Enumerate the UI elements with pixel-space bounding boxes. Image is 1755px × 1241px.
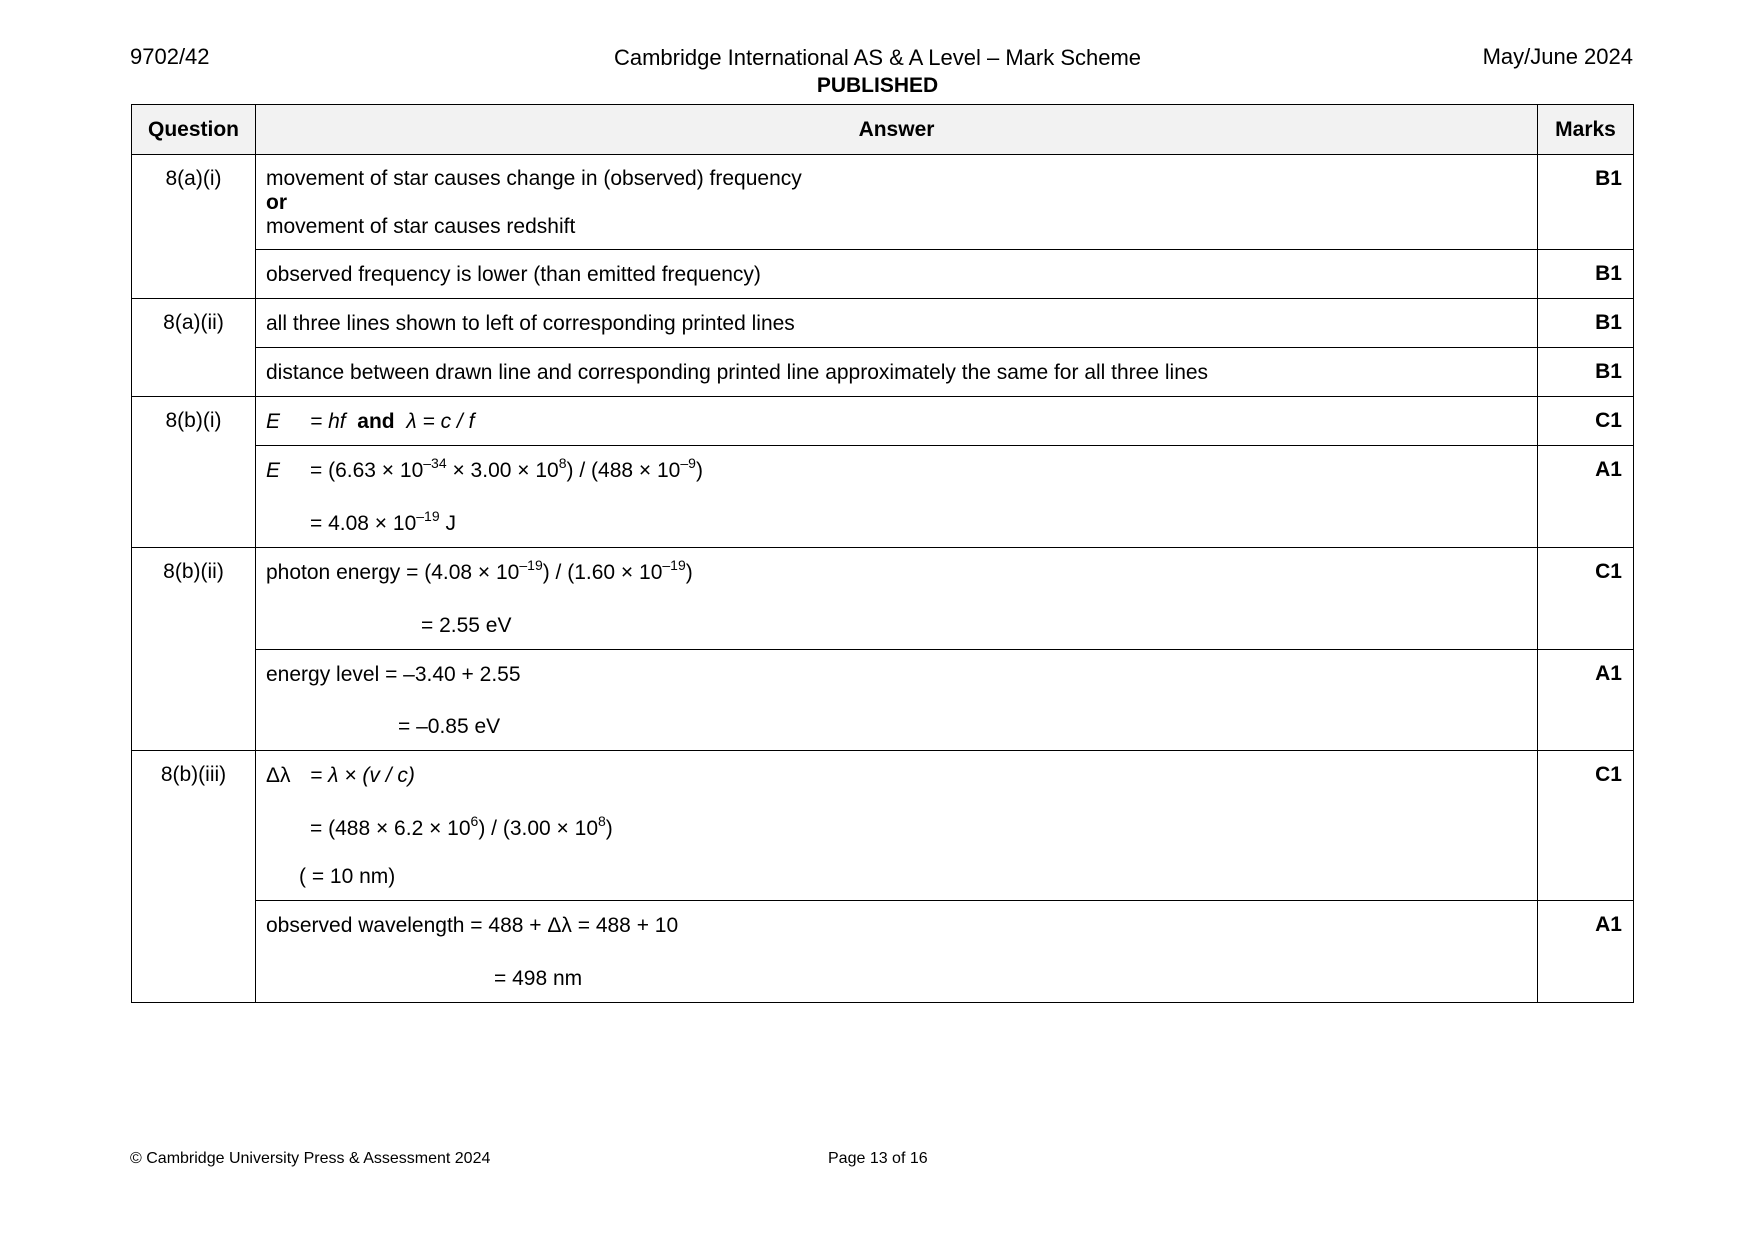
formula-text: = λ × (v / c)	[310, 764, 415, 787]
paper-code: 9702/42	[130, 44, 210, 69]
question-number: 8(b)(i)	[132, 397, 256, 548]
table-header-row	[132, 105, 1634, 155]
formula-text: = 4.08 × 10	[310, 512, 417, 535]
mark-cell: B1	[1538, 348, 1634, 397]
exponent: –9	[680, 455, 696, 471]
answer-cell	[256, 299, 1538, 348]
answer-cell	[256, 348, 1538, 397]
formula-line	[266, 455, 1527, 484]
formula-text: = (488 × 6.2 × 10	[310, 817, 471, 840]
answer-cell	[256, 250, 1538, 299]
answer-cell	[256, 751, 1538, 901]
formula-line: = 2.55 eV	[421, 614, 512, 637]
formula-and: and	[357, 410, 395, 433]
published-label: PUBLISHED	[816, 74, 939, 97]
answer-cell	[256, 901, 1538, 1003]
answer-text: movement of star causes redshift	[266, 215, 576, 238]
variable-e: E	[266, 459, 281, 482]
table-row	[132, 901, 1634, 1003]
formula-line	[266, 813, 1527, 842]
formula-text: ) / (1.60 × 10	[542, 561, 663, 584]
question-number: 8(a)(ii)	[132, 299, 256, 397]
formula-text: = (6.63 × 10	[310, 459, 424, 482]
exponent: 8	[598, 813, 606, 829]
formula-text: )	[605, 817, 613, 840]
exponent: –19	[519, 557, 543, 573]
exponent: –34	[423, 455, 447, 471]
table-row	[132, 751, 1634, 901]
table-row	[132, 397, 1634, 446]
table-row	[132, 299, 1634, 348]
table-row	[132, 250, 1634, 299]
answer-cell	[256, 650, 1538, 751]
exponent: –19	[662, 557, 686, 573]
formula-line: observed wavelength = 488 + Δλ = 488 + 10	[266, 914, 679, 937]
formula-text: ) / (3.00 × 10	[478, 817, 598, 840]
question-number: 8(b)(iii)	[132, 751, 256, 1003]
delta-lambda: Δλ	[266, 764, 291, 787]
formula-text: )	[685, 561, 693, 584]
answer-cell	[256, 548, 1538, 650]
answer-or: or	[266, 191, 287, 214]
mark-cell: B1	[1538, 155, 1634, 250]
mark-cell: A1	[1538, 650, 1634, 751]
formula-text: = hf	[310, 410, 346, 433]
mark-cell: C1	[1538, 397, 1634, 446]
exponent: 8	[558, 455, 567, 471]
question-number: 8(b)(ii)	[132, 548, 256, 751]
table-row	[132, 446, 1634, 548]
formula-line	[266, 763, 1527, 789]
formula-text: J	[439, 512, 456, 535]
column-header-question: Question	[132, 105, 256, 155]
exponent: 6	[470, 813, 479, 829]
exponent: –19	[416, 508, 440, 524]
mark-cell: C1	[1538, 548, 1634, 650]
table-row	[132, 348, 1634, 397]
exam-session: May/June 2024	[1482, 44, 1633, 69]
formula-line	[266, 508, 1527, 537]
answer-cell	[256, 397, 1538, 446]
page-number: Page 13 of 16	[828, 1150, 928, 1167]
mark-cell: A1	[1538, 446, 1634, 548]
answer-text: distance between drawn line and corresponding printed line approximately the same for all three lines	[266, 361, 1209, 384]
table-row	[132, 548, 1634, 650]
mark-cell: A1	[1538, 901, 1634, 1003]
mark-cell: C1	[1538, 751, 1634, 901]
column-header-marks: Marks	[1538, 105, 1634, 155]
answer-text: movement of star causes change in (observed) frequency	[266, 167, 802, 190]
column-header-answer: Answer	[256, 105, 1538, 155]
formula-line: = 498 nm	[494, 967, 583, 990]
formula-line	[266, 409, 1527, 435]
answer-text: observed frequency is lower (than emitted frequency)	[266, 263, 761, 286]
formula-line: ( = 10 nm)	[299, 865, 396, 888]
variable-e: E	[266, 410, 281, 433]
copyright-notice: © Cambridge University Press & Assessment 2024	[130, 1150, 491, 1167]
question-number: 8(a)(i)	[132, 155, 256, 299]
formula-text: photon energy = (4.08 × 10	[266, 561, 520, 584]
formula-text: × 3.00 × 10	[446, 459, 559, 482]
answer-cell	[256, 446, 1538, 548]
table-row	[132, 155, 1634, 250]
mark-scheme-table	[131, 104, 1634, 1003]
table-row	[132, 650, 1634, 751]
answer-text: all three lines shown to left of corresponding printed lines	[266, 312, 795, 335]
answer-cell	[256, 155, 1538, 250]
mark-cell: B1	[1538, 250, 1634, 299]
mark-cell: B1	[1538, 299, 1634, 348]
formula-text: λ = c / f	[406, 410, 475, 433]
formula-text: ) / (488 × 10	[566, 459, 681, 482]
document-title: Cambridge International AS & A Level – Mark Scheme	[613, 45, 1142, 70]
formula-line: energy level = –3.40 + 2.55	[266, 663, 521, 686]
formula-line	[266, 557, 1527, 586]
formula-text: )	[695, 459, 703, 482]
formula-line: = –0.85 eV	[398, 715, 501, 738]
